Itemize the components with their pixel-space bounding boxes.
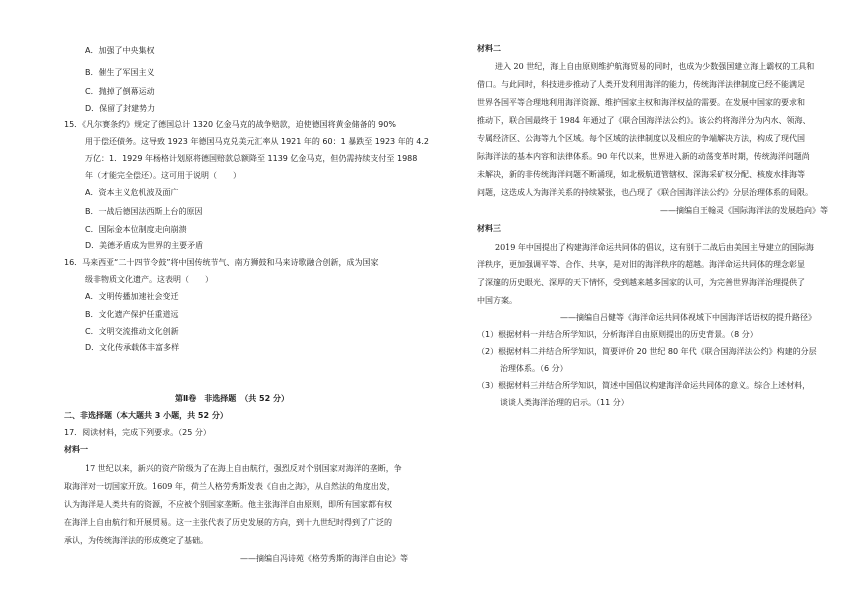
material2-line: 问题，这迭成人为海洋关系的持续紧张，也凸现了《联合国海洋法公约》分层治理体系的局限。 [477, 188, 813, 197]
q14-option-a: A．加强了中央集权 [85, 46, 155, 55]
q16-stem-line2: 级非物质文化遗产。这表明（ ） [85, 275, 213, 284]
material3-line: 中国方案。 [477, 296, 517, 305]
material2-line: 未解决，新的非传统海洋问题不断涌现，如北极航道管辖权、深海采矿权分配、核废水排海等 [477, 170, 805, 179]
q15-stem-line3: 万亿：1．1929 年杨格计划原将德国赔款总额降至 1139 亿金马克，但仍需持续支付至 1988 [85, 154, 418, 163]
material3-source: ——摘编自吕健等《海洋命运共同体视域下中国海洋话语权的提升路径》 [560, 313, 816, 322]
material2-line: 世界各国平等合理地利用海洋资源、维护国家主权和海洋权益的需要。在发展中国家的要求和 [477, 98, 805, 107]
sub-question-1: （1）根据材料一并结合所学知识，分析海洋自由原则提出的历史背景。（8 分） [477, 330, 758, 339]
material1-source: ——摘编自冯诗苑《格劳秀斯的海洋自由论》等 [240, 554, 408, 563]
q15-option-b: B．一战后德国法西斯上台的原因 [85, 207, 203, 216]
sub-question-3-line1: （3）根据材料三并结合所学知识，简述中国倡议构建海洋命运共同体的意义。综合上述材料， [477, 381, 811, 390]
material2-line: 进入 20 世纪，海上自由原则维护航海贸易的同时，也成为少数强国建立海上霸权的工具和 [495, 62, 815, 71]
q15-stem-line1: 15．《凡尔赛条约》规定了德国总计 1320 亿金马克的战争赔款，迫使德国将黄金储备的 90% [64, 120, 396, 129]
material1-line: 认为海洋是人类共有的资源，不应被个别国家垄断。他主张海洋自由原则，即所有国家都有权 [64, 500, 392, 509]
q17-stem: 17．阅读材料，完成下列要求。（25 分） [64, 428, 211, 437]
q16-option-a: A．文明传播加速社会变迁 [85, 292, 179, 301]
material1-line: 取海洋对一切国家开放。1609 年，荷兰人格劳秀斯发表《自由之海》，从自然法的角度出发， [64, 482, 395, 491]
q14-option-b: B．催生了军国主义 [85, 68, 155, 77]
material2-source: ——摘编自王翰灵《国际海洋法的发展趋向》等 [660, 206, 828, 215]
material1-line: 17 世纪以来，新兴的资产阶级为了在海上自由航行，强烈反对个别国家对海洋的垄断，争 [85, 464, 402, 473]
material2-line: 借口。与此同时，科技进步推动了人类开发利用海洋的能力，传统海洋法律制度已经不能满足 [477, 80, 805, 89]
q15-option-a: A．资本主义危机波及面广 [85, 188, 179, 197]
material2-label: 材料二 [477, 44, 501, 53]
part2-title: 第Ⅱ卷 非选择题 （共 52 分） [175, 394, 289, 403]
q15-stem-line4: 年（才能完全偿还）。这可用于说明（ ） [85, 171, 241, 180]
material1-line: 承认，为传统海洋法的形成奠定了基础。 [64, 536, 208, 545]
sub-question-3-line2: 谈谈人类海洋治理的启示。（11 分） [500, 398, 629, 407]
q15-option-c: C．国际金本位制度走向崩溃 [85, 225, 187, 234]
sub-question-2-line2: 治理体系。（6 分） [500, 364, 568, 373]
q14-option-d: D．保留了封建势力 [85, 104, 156, 113]
section-title: 二、非选择题（本大题共 3 小题，共 52 分） [64, 411, 228, 420]
material1-line: 在海洋上自由航行和开展贸易。这一主张代表了历史发展的方向，到十九世纪时得到了广泛的 [64, 518, 392, 527]
material2-line: 际海洋法的基本内容和法律体系。90 年代以来，世界进入新的动荡变革时期，传统海洋问题尚 [477, 152, 810, 161]
material2-line: 推动下，联合国最终于 1984 年通过了《联合国海洋法公约》。该公约将海洋分为内水、领海、 [477, 116, 811, 125]
q16-option-b: B．文化遗产保护任重道远 [85, 310, 179, 319]
material3-line: 了深邃的历史眼光、深厚的天下情怀，受到越来越多国家的认可，为完善世界海洋治理提供了 [477, 278, 805, 287]
material3-label: 材料三 [477, 224, 501, 233]
q16-stem-line1: 16．马来西亚“二十四节令鼓”将中国传统节气、南方狮鼓和马来诗歌融合创新，成为国家 [64, 258, 379, 267]
material3-line: 洋秩序，更加强调平等、合作、共享，是对旧的海洋秩序的超越。海洋命运共同体的理念彰显 [477, 260, 805, 269]
q14-option-c: C．抛掉了倒幕运动 [85, 87, 155, 96]
material3-line: 2019 年中国提出了构建海洋命运共同体的倡议，这有别于二战后由美国主导建立的国际海 [495, 243, 814, 252]
material2-line: 专属经济区、公海等九个区域。每个区域的法律制度以及相应的争端解决方法，构成了现代国 [477, 134, 805, 143]
q16-option-c: C．文明交流推动文化创新 [85, 327, 179, 336]
sub-question-2-line1: （2）根据材料二并结合所学知识，简要评价 20 世纪 80 年代《联合国海洋法公约》构建的分层 [477, 347, 817, 356]
material1-label: 材料一 [64, 445, 88, 454]
q16-option-d: D．文化传承载体丰富多样 [85, 343, 180, 352]
q15-stem-line2: 用于偿还债务。这导致 1923 年德国马克兑美元汇率从 1921 年的 60：1 暴跌至 1923 年的 4.2 [85, 137, 429, 146]
q15-option-d: D．美德矛盾成为世界的主要矛盾 [85, 241, 204, 250]
